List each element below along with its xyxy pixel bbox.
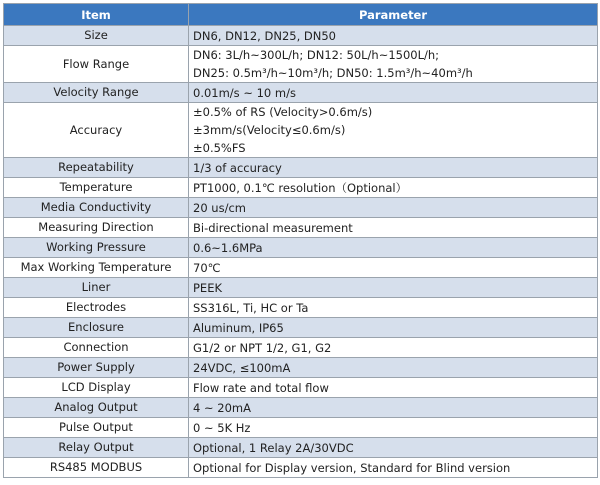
item-cell: Electrodes xyxy=(4,298,189,318)
parameter-line: DN6: 3L/h~300L/h; DN12: 50L/h~1500L/h; xyxy=(193,48,440,62)
item-cell: Repeatability xyxy=(4,158,189,178)
header-item: Item xyxy=(4,4,189,26)
item-cell: Velocity Range xyxy=(4,83,189,103)
parameter-cell xyxy=(189,358,598,378)
parameter-line: Aluminum, IP65 xyxy=(193,320,284,335)
table-row xyxy=(4,418,598,438)
parameter-cell xyxy=(189,338,598,358)
item-cell: Accuracy xyxy=(4,103,189,158)
parameter-line: SS316L, Ti, HC or Ta xyxy=(193,300,309,315)
parameter-line: 20 us/cm xyxy=(193,200,246,215)
table-row xyxy=(4,378,598,398)
item-cell: Flow Range xyxy=(4,46,189,83)
table-row xyxy=(4,358,598,378)
table-row xyxy=(4,258,598,278)
table-row xyxy=(4,46,598,83)
table-row xyxy=(4,438,598,458)
parameter-cell xyxy=(189,178,598,198)
parameter-cell xyxy=(189,158,598,178)
parameter-cell xyxy=(189,278,598,298)
item-cell: Analog Output xyxy=(4,398,189,418)
parameter-cell xyxy=(189,438,598,458)
specification-table xyxy=(3,3,598,478)
table-body xyxy=(4,26,598,478)
parameter-line: Optional, 1 Relay 2A/30VDC xyxy=(193,440,354,455)
header-parameter: Parameter xyxy=(189,4,598,26)
item-cell: Enclosure xyxy=(4,318,189,338)
item-cell: Measuring Direction xyxy=(4,218,189,238)
parameter-cell xyxy=(189,238,598,258)
parameter-cell xyxy=(189,218,598,238)
table-row xyxy=(4,338,598,358)
table-row xyxy=(4,218,598,238)
parameter-line: ±0.5%FS xyxy=(193,141,246,155)
parameter-line: 4 ~ 20mA xyxy=(193,400,251,415)
item-cell: RS485 MODBUS xyxy=(4,458,189,478)
parameter-line: PT1000, 0.1℃ resolution（Optional） xyxy=(193,180,408,195)
parameter-cell xyxy=(189,398,598,418)
table-row xyxy=(4,278,598,298)
parameter-cell xyxy=(189,258,598,278)
parameter-cell xyxy=(189,458,598,478)
parameter-cell xyxy=(189,83,598,103)
table-header-row xyxy=(4,4,598,26)
parameter-cell xyxy=(189,318,598,338)
item-cell: Media Conductivity xyxy=(4,198,189,218)
parameter-line: 70℃ xyxy=(193,260,221,275)
table-row xyxy=(4,398,598,418)
item-cell: Relay Output xyxy=(4,438,189,458)
parameter-cell xyxy=(189,298,598,318)
parameter-line: ±3mm/s(Velocity≤0.6m/s) xyxy=(193,123,346,137)
parameter-line: 0.6~1.6MPa xyxy=(193,240,263,255)
item-cell: Temperature xyxy=(4,178,189,198)
parameter-cell xyxy=(189,198,598,218)
table-row xyxy=(4,178,598,198)
item-cell: Size xyxy=(4,26,189,46)
parameter-cell xyxy=(189,103,598,158)
item-cell: Pulse Output xyxy=(4,418,189,438)
parameter-line: Flow rate and total flow xyxy=(193,380,329,395)
item-cell: LCD Display xyxy=(4,378,189,398)
item-cell: Max Working Temperature xyxy=(4,258,189,278)
parameter-cell xyxy=(189,378,598,398)
parameter-cell xyxy=(189,26,598,46)
parameter-line: DN6, DN12, DN25, DN50 xyxy=(193,28,336,43)
parameter-line: DN25: 0.5m³/h~10m³/h; DN50: 1.5m³/h~40m³/h xyxy=(193,66,473,80)
table-row xyxy=(4,158,598,178)
table-row xyxy=(4,198,598,218)
parameter-line: 0.01m/s ~ 10 m/s xyxy=(193,85,296,100)
parameter-line: 24VDC, ≤100mA xyxy=(193,360,291,375)
parameter-cell xyxy=(189,418,598,438)
table-row xyxy=(4,298,598,318)
item-cell: Power Supply xyxy=(4,358,189,378)
parameter-line: 1/3 of accuracy xyxy=(193,160,282,175)
item-cell: Working Pressure xyxy=(4,238,189,258)
item-cell: Connection xyxy=(4,338,189,358)
parameter-line: 0 ~ 5K Hz xyxy=(193,420,251,435)
table-row xyxy=(4,318,598,338)
table-row xyxy=(4,458,598,478)
parameter-line: ±0.5% of RS (Velocity>0.6m/s) xyxy=(193,105,373,119)
parameter-line: PEEK xyxy=(193,280,223,295)
table-row xyxy=(4,83,598,103)
parameter-line: G1/2 or NPT 1/2, G1, G2 xyxy=(193,340,332,355)
table-row xyxy=(4,103,598,158)
parameter-line: Optional for Display version, Standard for Blind version xyxy=(193,460,511,475)
parameter-cell xyxy=(189,46,598,83)
table-row xyxy=(4,26,598,46)
table-row xyxy=(4,238,598,258)
item-cell: Liner xyxy=(4,278,189,298)
parameter-line: Bi-directional measurement xyxy=(193,220,353,235)
